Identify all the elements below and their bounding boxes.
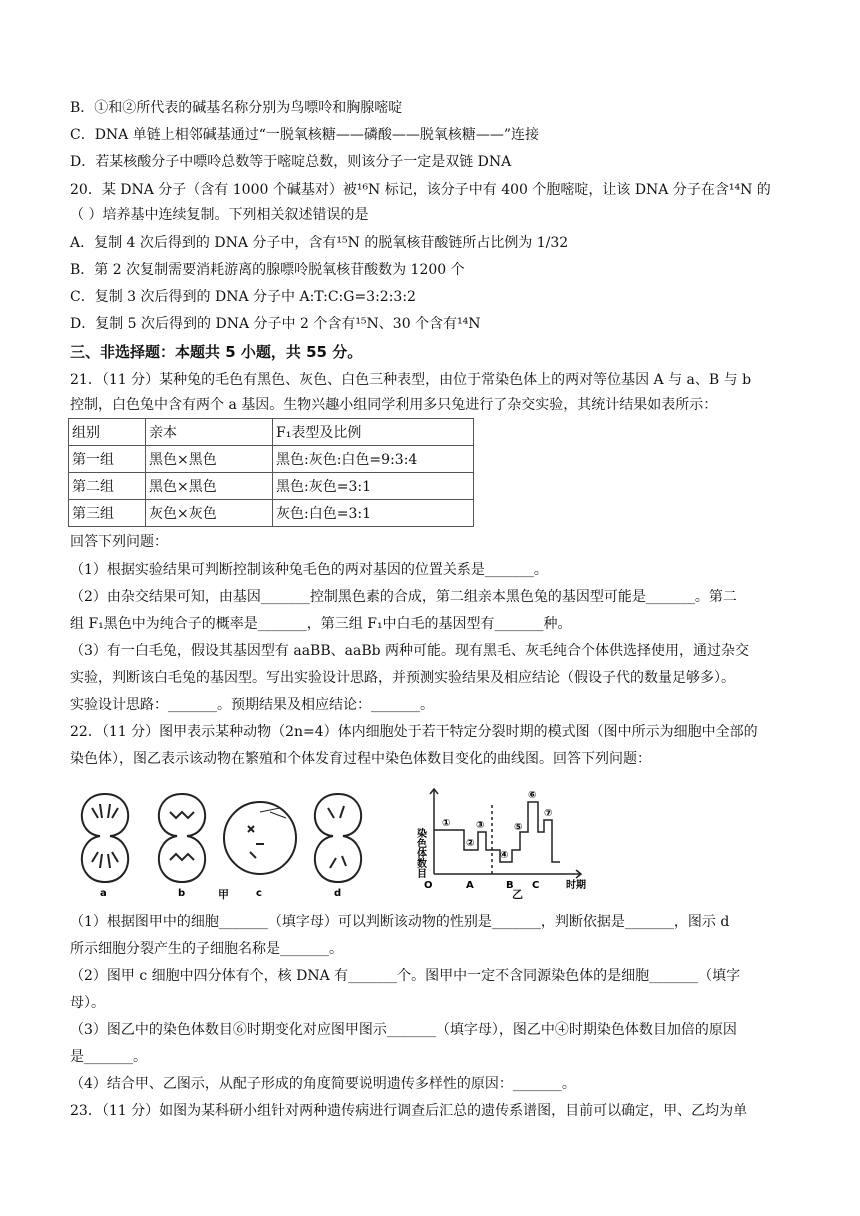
stage-5-label: ⑤ [514, 822, 523, 833]
table-row [69, 446, 474, 473]
table-row [69, 500, 474, 527]
axis-arrows [430, 789, 581, 878]
section-heading: 三、非选择题：本题共 5 小题，共 55 分。 [70, 343, 363, 361]
x-axis-label: 时期 [566, 880, 586, 891]
q20-option-b: B．第 2 次复制需要消耗游离的腺嘌呤脱氧核苷酸数为 1200 个 [70, 262, 465, 278]
q22-stem-line2: 染色体），图乙表示该动物在繁殖和个体发育过程中染色体数目变化的曲线图。回答下列问题： [70, 751, 651, 767]
q21-part2-line2: 组 F₁黑色中为纯合子的概率是_______，第三组 F₁中白毛的基因型有_______种。 [70, 616, 572, 632]
stage-1-label: ① [442, 818, 451, 829]
q21-part3-line1: （3）有一白毛兔，假设其基因型有 aaBB、aaBb 两种可能。现有黑毛、灰毛纯合个体供选择使用，通过杂交 [70, 643, 750, 659]
x-tick-b: B [506, 880, 514, 891]
chromosome-step-line [434, 802, 560, 862]
stage-3-label: ③ [476, 820, 485, 831]
table-header-cell: 组别 [69, 419, 146, 446]
cell-b-outline [159, 794, 205, 882]
table-header-row [69, 419, 474, 446]
q19-option-d: D．若某核酸分子中嘌呤总数等于嘧啶总数，则该分子一定是双链 DNA [70, 154, 512, 170]
table-header-cell: F₁表型及比例 [273, 419, 474, 446]
q20-stem-line2: （ ）培养基中连续复制。下列相关叙述错误的是 [70, 207, 369, 223]
figure-cells-jia [70, 782, 400, 900]
table-cell: 第二组 [69, 473, 146, 500]
table-cell: 黑色×黑色 [146, 473, 273, 500]
stage-2-label: ② [466, 838, 475, 849]
q21-part3-line3: 实验设计思路：_______。预期结果及相应结论：_______。 [70, 697, 434, 713]
cell-c-outline [224, 802, 296, 874]
q20-stem-line1: 20．某 DNA 分子（含有 1000 个碱基对）被¹⁶N 标记，该分子中有 400 个胞嘧啶，让该 DNA 分子在含¹⁴N 的 [70, 182, 771, 198]
x-tick-c: C [532, 880, 540, 891]
stage-7-label: ⑦ [544, 808, 553, 819]
table-cell: 第三组 [69, 500, 146, 527]
stage-4-label: ④ [500, 850, 509, 861]
q22-stem-line1: 22．（11 分）图甲表示某种动物（2n=4）体内细胞处于若干特定分裂时期的模式图（图中所示为细胞中全部的 [70, 724, 758, 740]
figure-yi-caption: 乙 [512, 888, 523, 901]
q20-option-a: A．复制 4 次后得到的 DNA 分子中，含有¹⁵N 的脱氧核苷酸链所占比例为 1/32 [70, 235, 569, 251]
table-cell: 黑色×黑色 [146, 446, 273, 473]
cell-b-label: b [178, 888, 186, 899]
q22-part3-line2: 是_______。 [70, 1049, 147, 1065]
y-axis-label: 染色体数目 [414, 828, 426, 878]
cell-a-outline [82, 794, 128, 882]
cell-d-label: d [334, 888, 342, 899]
table-cell: 灰色:白色=3:1 [273, 500, 474, 527]
q21-part2-line1: （2）由杂交结果可知，由基因_______控制黑色素的合成，第二组亲本黑色兔的基因型可能是_______。第二 [70, 589, 737, 605]
q20-option-c: C．复制 3 次后得到的 DNA 分子中 A:T:C:G=3:2:3:2 [70, 289, 416, 305]
q23-stem-line1: 23．（11 分）如图为某科研小组针对两种遗传病进行调查后汇总的遗传系谱图，目前可以确定，甲、乙均为单 [70, 1103, 748, 1119]
x-tick-a: A [466, 880, 474, 891]
q19-option-b: B．①和②所代表的碱基名称分别为鸟嘌呤和胸腺嘧啶 [70, 100, 403, 116]
q22-part3-line1: （3）图乙中的染色体数目⑥时期变化对应图甲图示_______（填字母），图乙中④时期染色体数目加倍的原因 [70, 1022, 737, 1038]
q22-part1-line2: 所示细胞分裂产生的子细胞名称是_______。 [70, 941, 343, 957]
q20-option-d: D．复制 5 次后得到的 DNA 分子中 2 个含有¹⁵N、30 个含有¹⁴N [70, 316, 481, 332]
stage-6-label: ⑥ [528, 790, 537, 801]
table-cell: 黑色:灰色=3:1 [273, 473, 474, 500]
table-row [69, 473, 474, 500]
q22-part2-line1: （2）图甲 c 细胞中四分体有个，核 DNA 有_______个。图甲中一定不含同源染色体的是细胞_______（填字 [70, 968, 741, 984]
cell-c-label: c [256, 888, 262, 899]
table-header-cell: 亲本 [146, 419, 273, 446]
chromosomes-icon [92, 804, 346, 868]
q21-answer-intro: 回答下列问题： [70, 534, 168, 550]
cell-d-outline [315, 794, 361, 882]
table-cell: 第一组 [69, 446, 146, 473]
q22-part1-line1: （1）根据图甲中的细胞_______（填字母）可以判断该动物的性别是_______，判断依据是_______，图示 d [70, 914, 730, 930]
cell-a-label: a [100, 888, 107, 899]
figure-chart-yi [414, 782, 590, 902]
q21-stem-line2: 控制，白色兔中含有两个 a 基因。生物兴趣小组同学利用多只兔进行了杂交实验，其统计结果如表所示： [70, 397, 718, 413]
origin-label: O [424, 880, 433, 891]
q21-part3-line2: 实验，判断该白毛兔的基因型。写出实验设计思路，并预测实验结果及相应结论（假设子代的数量足够多）。 [70, 670, 735, 686]
q21-stem-line1: 21．（11 分）某种兔的毛色有黑色、灰色、白色三种表型，由位于常染色体上的两对等位基因 A 与 a、B 与 b [70, 372, 752, 388]
q19-option-c: C．DNA 单链上相邻碱基通过“一脱氧核糖——磷酸——脱氧核糖——”连接 [70, 127, 540, 143]
table-cell: 灰色×灰色 [146, 500, 273, 527]
figure-jia-caption: 甲 [218, 888, 229, 901]
q21-part1: （1）根据实验结果可判断控制该种兔毛色的两对基因的位置关系是_______。 [70, 562, 548, 578]
table-cell: 黑色:灰色:白色=9:3:4 [273, 446, 474, 473]
q22-part2-line2: 母）。 [70, 995, 105, 1011]
cross-results-table [68, 418, 474, 527]
q22-part4: （4）结合甲、乙图示，从配子形成的角度简要说明遗传多样性的原因：_______。 [70, 1076, 576, 1092]
